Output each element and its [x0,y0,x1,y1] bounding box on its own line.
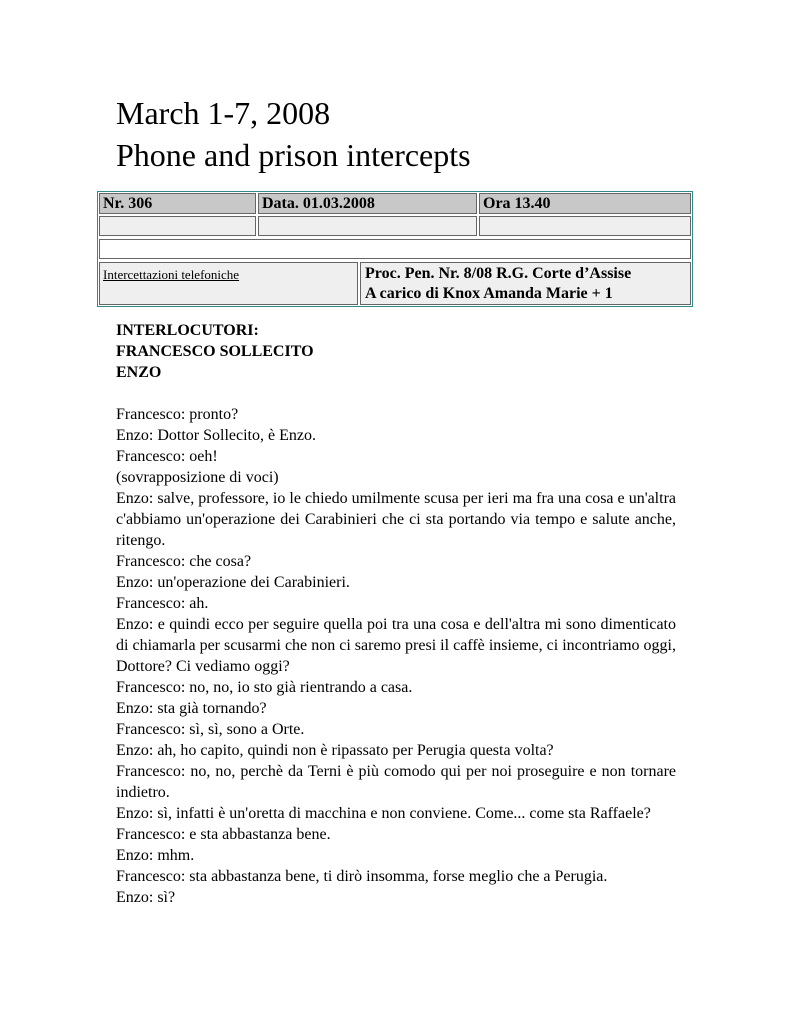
transcript-line: Francesco: e sta abbastanza bene. [116,826,331,843]
proceeding-number: Proc. Pen. Nr. 8/08 R.G. Corte d’Assise [365,265,632,282]
transcript-line: Francesco: sta abbastanza bene, ti dirò insomma, forse meglio che a Perugia. [116,868,608,885]
transcript-line: Francesco: no, no, perchè da Terni è più comodo qui per noi proseguire e non tornare indietro. [116,763,676,801]
defendant: A carico di Knox Amanda Marie + 1 [365,285,613,302]
transcript-line: Enzo: sì, infatti è un'oretta di macchina e non conviene. Come... come sta Raffaele? [116,805,651,822]
transcript-line: Francesco: ah. [116,595,209,612]
spacer-row [98,238,692,260]
transcript-line: Enzo: un'operazione dei Carabinieri. [116,574,350,591]
transcript-line: Enzo: salve, professore, io le chiedo umilmente scusa per ieri ma fra una cosa e un'altra c'abbiamo un'operazione dei Carabinieri che ci sta portando via tempo e salute anche, ritengo. [116,490,676,549]
empty-cell [479,216,691,236]
time-cell: Ora 13.40 [479,193,691,214]
transcript-line: Francesco: pronto? [116,406,239,423]
header-table [97,191,693,307]
spacer-cell [99,239,691,259]
transcript-line: Enzo: mhm. [116,847,195,864]
title-date: March 1-7, 2008 [116,95,331,131]
speakers-block [116,320,676,383]
transcript-line: Enzo: e quindi ecco per seguire quella poi tra una cosa e dell'altra mi sono dimenticato di chiamarla per scusarmi che non ci saremo presi il caffè insieme, ci incontriamo oggi, Dottore? Ci vediamo oggi? [116,616,676,675]
nr-cell: Nr. 306 [99,193,256,214]
speaker-enzo: ENZO [116,364,162,381]
transcript-line: Enzo: sì? [116,889,176,906]
empty-cell [99,216,256,236]
speakers-heading: INTERLOCUTORI: [116,322,259,339]
transcript-body [116,320,676,908]
transcript-line: Francesco: oeh! [116,448,218,465]
transcript-line: (sovrapposizione di voci) [116,469,279,486]
transcript-line: Enzo: Dottor Sollecito, è Enzo. [116,427,316,444]
intercept-type: Intercettazioni telefoniche [99,262,358,305]
document-title [116,92,471,176]
transcript-line: Enzo: sta già tornando? [116,700,267,717]
date-cell: Data. 01.03.2008 [258,193,477,214]
transcript-line: Enzo: ah, ho capito, quindi non è ripassato per Perugia questa volta? [116,742,554,759]
title-subject: Phone and prison intercepts [116,137,471,173]
header-row [98,192,692,215]
transcript-line: Francesco: che cosa? [116,553,252,570]
transcript-line: Francesco: sì, sì, sono a Orte. [116,721,305,738]
empty-cell [258,216,477,236]
empty-row [98,215,692,237]
speaker-francesco: FRANCESCO SOLLECITO [116,343,314,360]
proceeding-info [360,262,691,305]
case-row [98,261,692,306]
transcript-line: Francesco: no, no, io sto già rientrando a casa. [116,679,413,696]
